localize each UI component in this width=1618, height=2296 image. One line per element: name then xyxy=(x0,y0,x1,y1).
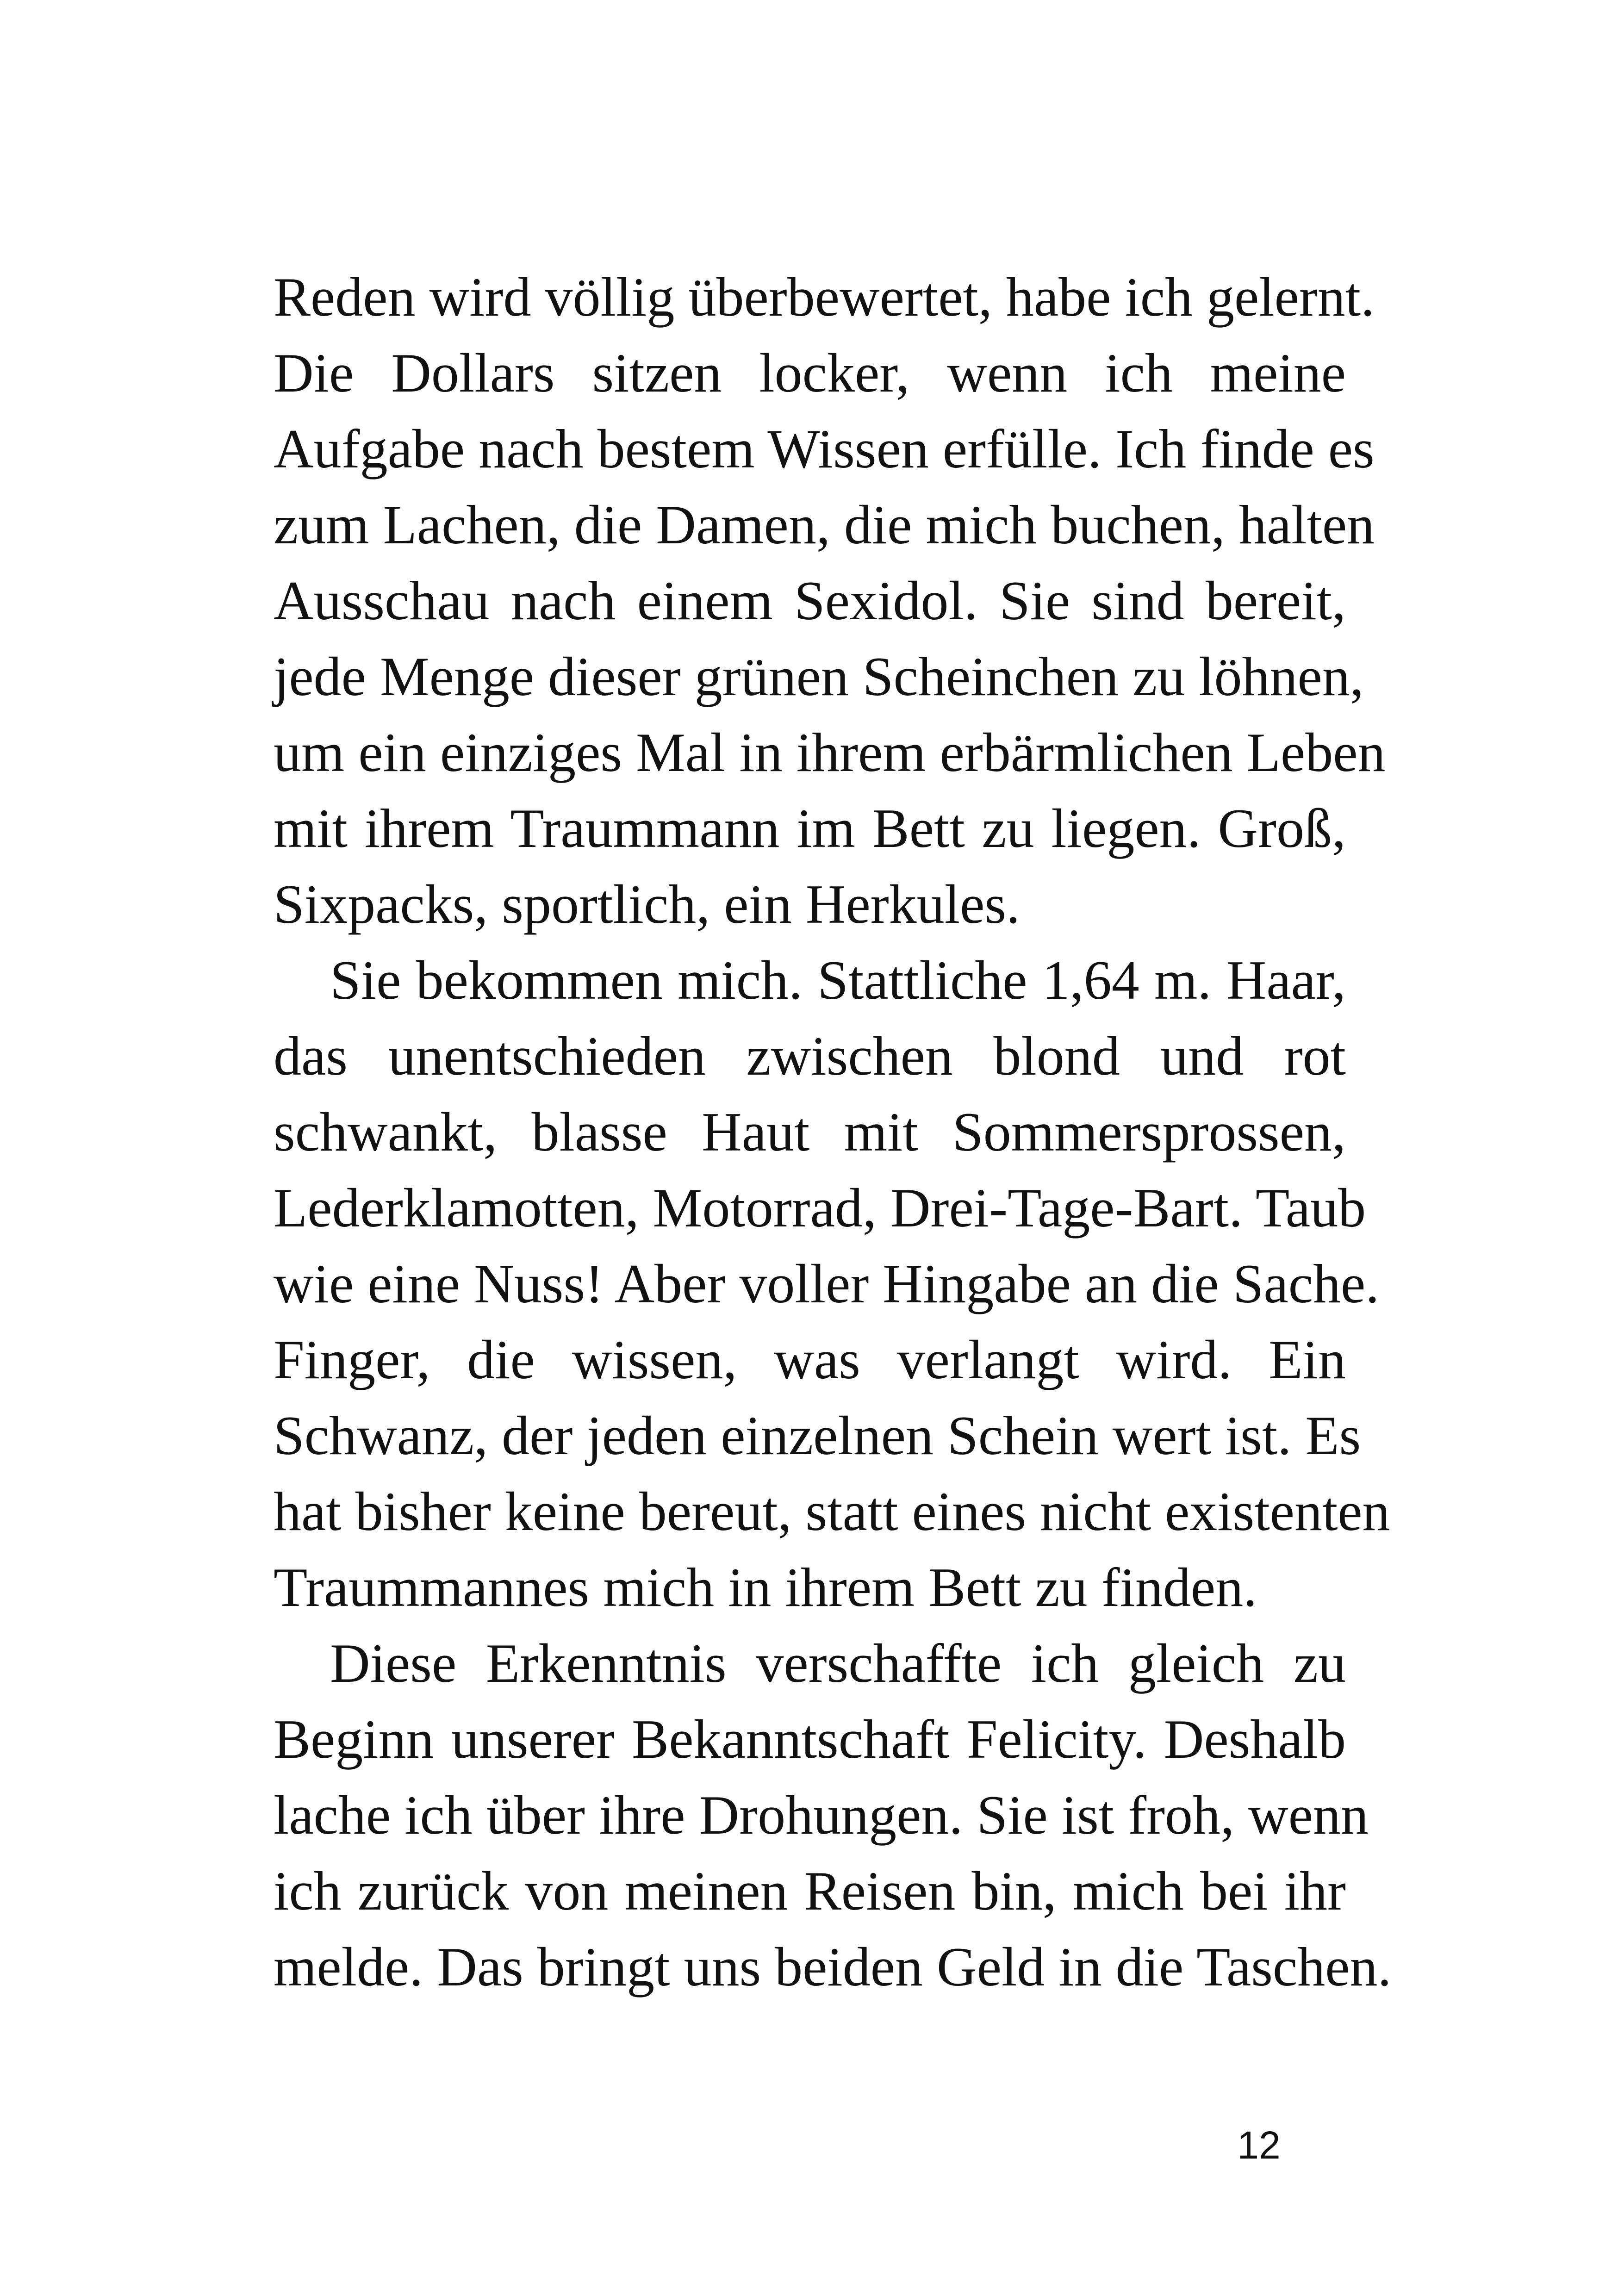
text-line: lache ich über ihre Drohungen. Sie ist froh, wenn xyxy=(274,1784,1369,1846)
text-line: hat bisher keine bereut, statt eines nicht existenten xyxy=(274,1481,1390,1542)
text-line: Traummannes mich in ihrem Bett zu finden. xyxy=(274,1556,1257,1618)
text-line: Sie bekommen mich. Stattliche 1,64 m. Haar, xyxy=(330,949,1346,1011)
text-line: Aufgabe nach bestem Wissen erfülle. Ich finde es xyxy=(274,418,1375,479)
text-line: Sixpacks, sportlich, ein Herkules. xyxy=(274,873,1021,935)
text-line: Finger, die wissen, was verlangt wird. Ein xyxy=(274,1329,1346,1390)
text-line: Die Dollars sitzen locker, wenn ich meine xyxy=(274,342,1346,404)
text-line: das unentschieden zwischen blond und rot xyxy=(274,1025,1346,1087)
text-line: Lederklamotten, Motorrad, Drei-Tage-Bart. Taub xyxy=(274,1177,1366,1238)
text-line: Diese Erkenntnis verschaffte ich gleich zu xyxy=(330,1632,1346,1694)
text-line: Reden wird völlig überbewertet, habe ich gelernt. xyxy=(274,266,1375,328)
text-line: zum Lachen, die Damen, die mich buchen, halten xyxy=(274,494,1375,555)
text-line: Schwanz, der jeden einzelnen Schein wert ist. Es xyxy=(274,1405,1361,1466)
text-line: jede Menge dieser grünen Scheinchen zu löhnen, xyxy=(274,646,1364,707)
text-line: Ausschau nach einem Sexidol. Sie sind bereit, xyxy=(274,570,1346,631)
text-line: Beginn unserer Bekanntschaft Felicity. Deshalb xyxy=(274,1708,1346,1770)
text-line: ich zurück von meinen Reisen bin, mich bei ihr xyxy=(274,1860,1346,1922)
page-number: 12 xyxy=(1237,2123,1281,2167)
text-line: um ein einziges Mal in ihrem erbärmlichen Leben xyxy=(274,722,1386,783)
text-line: mit ihrem Traummann im Bett zu liegen. Groß, xyxy=(274,797,1346,859)
text-line: melde. Das bringt uns beiden Geld in die Taschen. xyxy=(274,1936,1392,1997)
body-text xyxy=(274,259,1392,2005)
text-line: wie eine Nuss! Aber voller Hingabe an die Sache. xyxy=(274,1253,1380,1314)
text-line: schwankt, blasse Haut mit Sommersprossen, xyxy=(274,1101,1346,1163)
